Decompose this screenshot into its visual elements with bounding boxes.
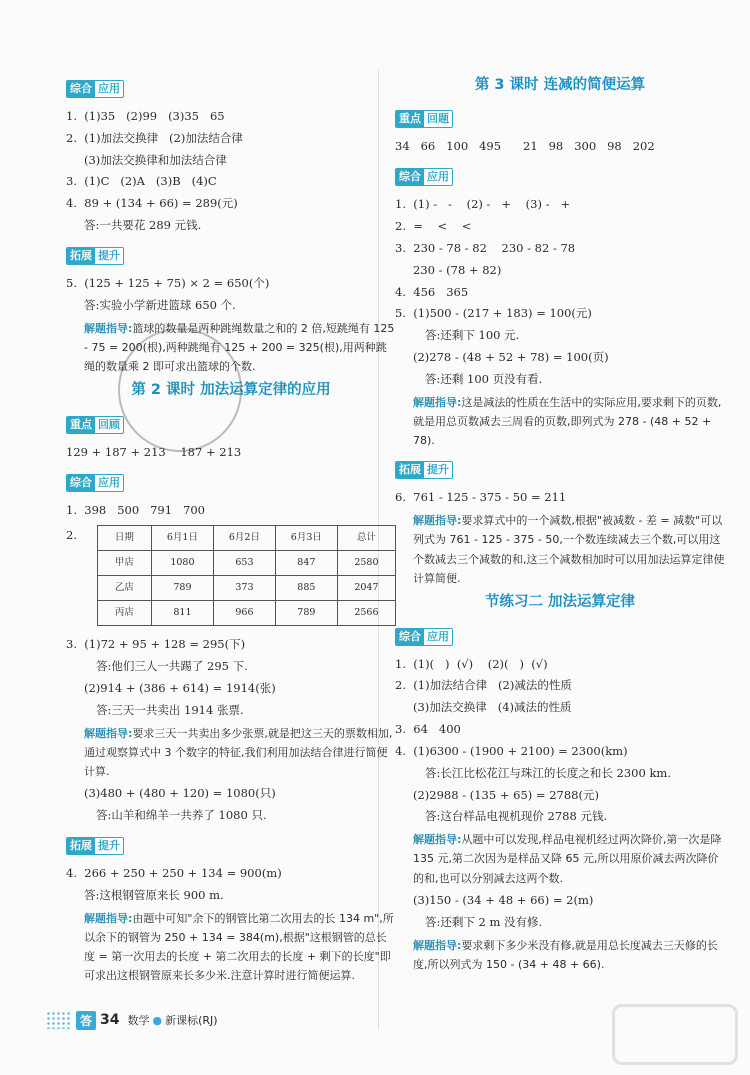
- table-cell: 1080: [151, 551, 213, 576]
- answer-line: 答:山羊和绵羊一共养了 1080 只.: [96, 808, 267, 823]
- table-cell: 789: [275, 601, 337, 626]
- lesson-title: 第 2 课时 加法运算定律的应用: [131, 382, 331, 399]
- section-tag-extension: 拓展 提升: [66, 837, 124, 855]
- table-cell: 甲店: [97, 551, 151, 576]
- left-column: [66, 72, 396, 989]
- table-row: [97, 601, 395, 626]
- answer-line: (3)480 + (480 + 120) = 1080(只): [84, 786, 276, 801]
- section-tag-review: 重点 回题: [395, 110, 453, 128]
- table-header: 总计: [337, 526, 395, 551]
- answer-line: 4. (1)6300 - (1900 + 2100) = 2300(km): [395, 743, 628, 758]
- table-cell: 373: [213, 576, 275, 601]
- answer-line: 答:还剩下 2 m 没有修.: [425, 914, 543, 929]
- solution-hint: 解题指导:篮球的数量是两种跳绳数量之和的 2 倍,短跳绳有 125 - 75 = 200(根),两种跳绳有 125 + 200 = 325(根),用两种跳绳的数量乘 2 即可求出篮球的个数.: [84, 321, 395, 373]
- table-row: [97, 551, 395, 576]
- answer-line: 3. (1)72 + 95 + 128 = 295(下): [66, 637, 246, 652]
- table-cell: 789: [151, 576, 213, 601]
- answer-line: 129 + 187 + 213 187 + 213: [66, 444, 242, 459]
- answer-line: 2. = < <: [395, 219, 472, 234]
- separator-dot-icon: ●: [152, 1013, 163, 1027]
- table-cell: 2580: [337, 551, 395, 576]
- question-2-block: [66, 523, 396, 632]
- solution-hint: 解题指导:这是减法的性质在生活中的实际应用,要求剩下的页数,就是用总页数减去三周看的页数,即列式为 278 - (48 + 52 + 78).: [413, 395, 722, 448]
- page-footer: [46, 1009, 218, 1031]
- answer-line: 1. (1)( ) (√) (2)( ) (√): [395, 656, 548, 671]
- page-number: 34: [100, 1012, 120, 1028]
- table-row: [97, 576, 395, 601]
- answer-line: 答:这台样品电视机现价 2788 元钱.: [425, 809, 608, 824]
- answer-badge: 答: [76, 1011, 96, 1030]
- table-header: 6月2日: [213, 526, 275, 551]
- answer-line: (2)2988 - (135 + 65) = 2788(元): [413, 787, 599, 802]
- answer-line: (2)914 + (386 + 614) = 1914(张): [84, 680, 276, 695]
- answer-line: 2. (1)加法结合律 (2)减法的性质: [395, 678, 572, 693]
- answer-line: 34 66 100 495 21 98 300 98 202: [395, 139, 655, 154]
- answer-line: (2)278 - (48 + 52 + 78) = 100(页): [413, 349, 609, 364]
- table-cell: 乙店: [97, 576, 151, 601]
- table-cell: 847: [275, 551, 337, 576]
- table-header: 6月1日: [151, 526, 213, 551]
- solution-hint: 解题指导:要求三天一共卖出多少张票,就是把这三天的票数相加,通过观察算式中 3 个数字的特征,我们利用加法结合律进行简便计算.: [84, 726, 393, 779]
- section-tag-comprehensive: 综合 应用: [66, 80, 124, 98]
- section-tag-review: 重点 回顾: [66, 416, 124, 434]
- answer-line: 4. 89 + (134 + 66) = 289(元): [66, 196, 238, 211]
- solution-hint: 解题指导:从题中可以发现,样品电视机经过两次降价,第一次是降 135 元,第二次因为是样品又降 65 元,所以用原价减去两次降价的和,也可以分别减去这两个数.: [413, 833, 722, 885]
- table-cell: 丙店: [97, 601, 151, 626]
- answer-line: 6. 761 - 125 - 375 - 50 = 211: [395, 490, 567, 505]
- answer-line: (3)加法交换律和加法结合律: [84, 152, 227, 167]
- answer-line: 答:他们三人一共踢了 295 下.: [96, 659, 248, 674]
- question-number: 2.: [66, 528, 77, 543]
- answer-line: 答:还剩 100 页没有看.: [425, 371, 543, 386]
- answer-line: 4. 266 + 250 + 250 + 134 = 900(m): [66, 865, 282, 880]
- table-cell: 2047: [337, 576, 395, 601]
- answer-line: 答:实验小学新进篮球 650 个.: [84, 297, 236, 312]
- answer-line: 3. 230 - 78 - 82 230 - 82 - 78: [395, 240, 576, 255]
- table-cell: 811: [151, 601, 213, 626]
- section-tag-comprehensive: 综合 应用: [66, 474, 124, 492]
- solution-hint: 解题指导:要求算式中的一个减数,根据"被减数 - 差 = 减数"可以列式为 761 - 125 - 375 - 50,一个数连续减去三个数,可以用这个数减去三个减数的和,这三个减数相加时可以用加法运算定律使计算简便.: [413, 514, 725, 585]
- answer-line: 3. (1)C (2)A (3)B (4)C: [66, 174, 217, 189]
- answer-line: 答:一共要花 289 元钱.: [84, 218, 202, 233]
- answer-line: 1. (1) - - (2) - + (3) - +: [395, 197, 571, 212]
- table-header: 6月3日: [275, 526, 337, 551]
- section-tag-extension: 拓展 提升: [66, 247, 124, 265]
- solution-hint: 解题指导:要求剩下多少米没有修,就是用总长度减去三天修的长度,所以列式为 150 - (34 + 48 + 66).: [413, 938, 718, 971]
- dot-pattern-icon: [46, 1011, 72, 1029]
- table-cell: 885: [275, 576, 337, 601]
- table-header-row: [97, 526, 395, 551]
- subject-label: 数学: [127, 1014, 150, 1027]
- table-cell: 966: [213, 601, 275, 626]
- answer-line: 1. (1)35 (2)99 (3)35 65: [66, 109, 225, 123]
- right-column: [395, 72, 725, 977]
- answer-line: (3)加法交换律 (4)减法的性质: [413, 700, 572, 715]
- answer-line: 答:还剩下 100 元.: [425, 328, 520, 343]
- watermark-logo: [612, 1004, 738, 1065]
- answer-line: 4. 456 365: [395, 284, 469, 299]
- section-tag-comprehensive: 综合 应用: [395, 628, 453, 646]
- answer-line: 答:这根钢管原来长 900 m.: [84, 887, 224, 902]
- answer-line: 3. 64 400: [395, 722, 461, 737]
- answer-line: 2. (1)加法交换律 (2)加法结合律: [66, 130, 243, 145]
- table-cell: 2566: [337, 601, 395, 626]
- section-tag-extension: 拓展 提升: [395, 461, 453, 479]
- table-header: 日期: [97, 526, 151, 551]
- solution-hint: 解题指导:由题中可知"余下的钢管比第二次用去的长 134 m",所以余下的钢管为 250 + 134 = 384(m),根据"这根钢管的总长度 = 第一次用去的长度 + 第二次用去的长度 + 剩下的长度"即可求出这根钢管原来长多少米.注意计算时进行简便运算.: [84, 911, 394, 983]
- sales-table: [97, 525, 396, 626]
- answer-line: 1. 398 500 791 700: [66, 502, 205, 517]
- answer-line: 答:三天一共卖出 1914 张票.: [96, 702, 244, 717]
- answer-line: 答:长江比松花江与珠江的长度之和长 2300 km.: [425, 765, 671, 780]
- section-tag-comprehensive: 综合 应用: [395, 168, 453, 186]
- table-cell: 653: [213, 551, 275, 576]
- answer-line: 5. (1)500 - (217 + 183) = 100(元): [395, 306, 592, 321]
- edition-label: 新课标(RJ): [165, 1014, 218, 1027]
- answer-line: 5. (125 + 125 + 75) × 2 = 650(个): [66, 275, 270, 290]
- section-title: 节练习二 加法运算定律: [484, 594, 636, 611]
- answer-line: 230 - (78 + 82): [413, 262, 502, 277]
- answer-line: (3)150 - (34 + 48 + 66) = 2(m): [413, 892, 594, 907]
- lesson-title: 第 3 课时 连减的简便运算: [474, 77, 646, 93]
